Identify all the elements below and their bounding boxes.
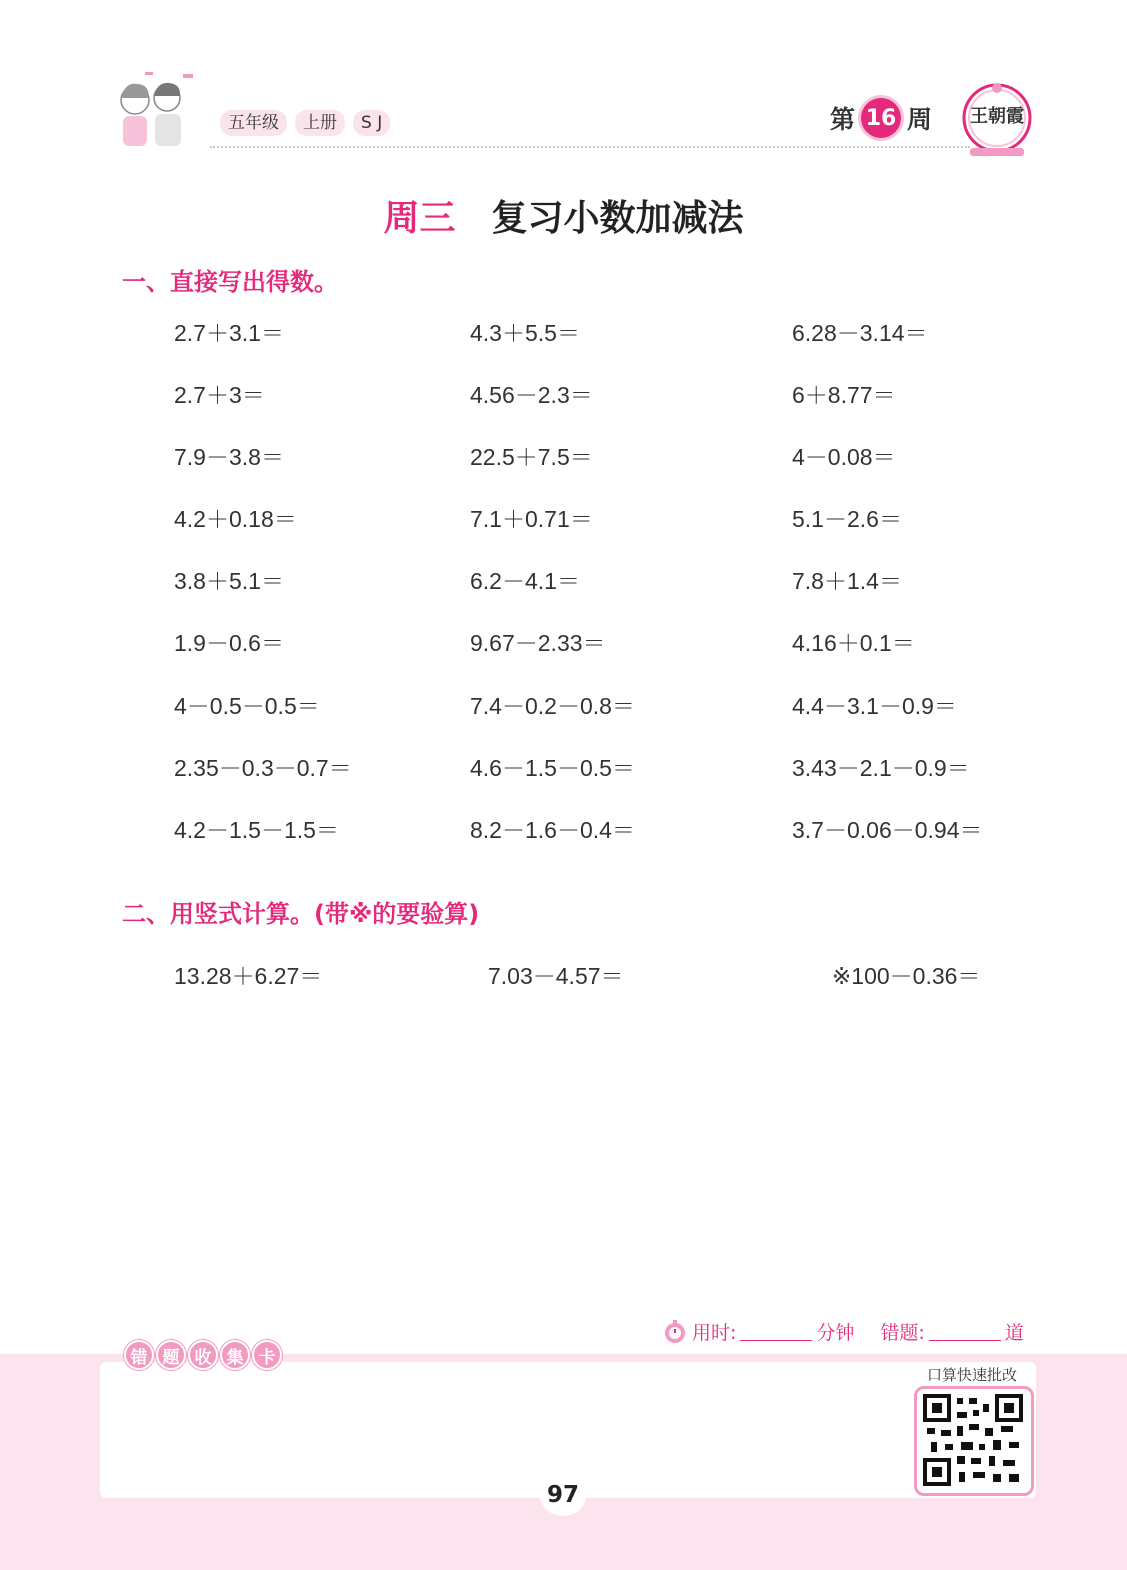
problem: 4－0.08＝ (792, 444, 896, 470)
qr-section (912, 1364, 1032, 1492)
problem: 7.4－0.2－0.8＝ (470, 693, 635, 719)
problem: 6.2－4.1＝ (470, 568, 580, 594)
card-title-char: 集 (220, 1340, 250, 1370)
problem: 4.2－1.5－1.5＝ (174, 817, 339, 843)
card-title-char: 题 (156, 1340, 186, 1370)
problem: 3.7－0.06－0.94＝ (792, 817, 983, 843)
page-number: 97 (540, 1474, 586, 1516)
problem: 2.7＋3.1＝ (174, 320, 284, 346)
problem: 3.43－2.1－0.9＝ (792, 755, 970, 781)
vertical-problem: ※100－0.36＝ (832, 963, 981, 989)
card-title-char: 收 (188, 1340, 218, 1370)
volume-tag: 上册 (295, 110, 345, 136)
title-topic: 复习小数加减法 (491, 198, 744, 239)
qr-label: 口算快速批改 (926, 1366, 1017, 1384)
problem: 7.1＋0.71＝ (470, 506, 593, 532)
problem: 5.1－2.6＝ (792, 506, 902, 532)
grade-tags (220, 110, 390, 136)
vertical-problem: 13.28＋6.27＝ (174, 963, 323, 989)
problem: 4.16＋0.1＝ (792, 630, 915, 656)
problem: 4.6－1.5－0.5＝ (470, 755, 635, 781)
problem: 9.67－2.33＝ (470, 630, 606, 656)
problem: 6＋8.77＝ (792, 382, 896, 408)
problem: 3.8＋5.1＝ (174, 568, 284, 594)
brand-seal (958, 80, 1036, 160)
time-record (662, 1318, 1024, 1345)
section1-heading: 一、直接写出得数。 (122, 268, 338, 296)
qr-frame[interactable] (914, 1386, 1034, 1496)
error-label: 错题: (880, 1322, 925, 1344)
title-day: 周三 (383, 198, 456, 239)
page-title (0, 190, 1127, 241)
week-suffix: 周 (907, 105, 933, 134)
problem: 4－0.5－0.5＝ (174, 693, 320, 719)
error-blank[interactable] (929, 1322, 1001, 1341)
problem: 1.9－0.6＝ (174, 630, 284, 656)
problem: 6.28－3.14＝ (792, 320, 928, 346)
section2-heading: 二、用竖式计算。(带※的要验算) (122, 900, 480, 928)
week-indicator (830, 98, 932, 138)
problem: 2.35－0.3－0.7＝ (174, 755, 352, 781)
seal-text: 王朝霞 (970, 106, 1024, 127)
grade-tag: 五年级 (220, 110, 287, 136)
card-title-char: 卡 (252, 1340, 282, 1370)
time-label: 用时: (692, 1322, 737, 1344)
error-unit: 道 (1004, 1322, 1024, 1344)
time-unit: 分钟 (816, 1322, 855, 1344)
problem: 4.2＋0.18＝ (174, 506, 297, 532)
kids-illustration (105, 70, 205, 154)
problem: 4.56－2.3＝ (470, 382, 593, 408)
problem: 8.2－1.6－0.4＝ (470, 817, 635, 843)
problem: 7.8＋1.4＝ (792, 568, 902, 594)
header-divider (210, 146, 970, 148)
problem: 7.9－3.8＝ (174, 444, 284, 470)
time-blank[interactable] (740, 1322, 812, 1341)
problem: 22.5＋7.5＝ (470, 444, 593, 470)
page-header (0, 0, 1127, 170)
problem: 4.4－3.1－0.9＝ (792, 693, 957, 719)
problem: 2.7＋3＝ (174, 382, 265, 408)
week-number-badge: 16 (861, 98, 901, 138)
qr-code-icon (923, 1394, 1023, 1486)
vertical-problem: 7.03－4.57＝ (488, 963, 624, 989)
stopwatch-icon (662, 1319, 688, 1345)
week-prefix: 第 (830, 105, 856, 134)
edition-tag: S J (353, 110, 390, 136)
problem: 4.3＋5.5＝ (470, 320, 580, 346)
mistake-card-title (124, 1340, 282, 1370)
card-title-char: 错 (124, 1340, 154, 1370)
